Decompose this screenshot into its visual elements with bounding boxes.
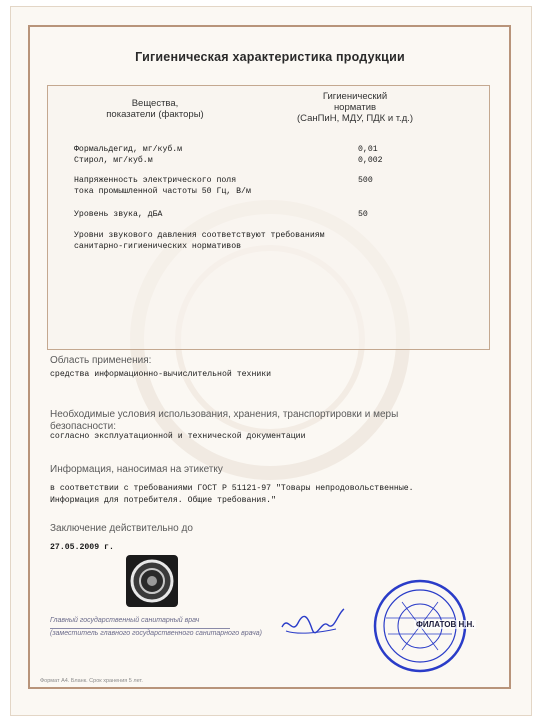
signature-underline: [50, 628, 230, 629]
table-row-value: 50: [358, 210, 368, 219]
label-info-label: Информация, наносимая на этикетку: [50, 464, 223, 475]
table-row-name-cont: тока промышленной частоты 50 Гц, В/м: [74, 187, 251, 196]
expiry-date: 27.05.2009 г.: [50, 543, 114, 552]
conditions-label-line: Необходимые условия использования, хранения, транспортировки и меры: [50, 409, 399, 420]
form-footer: Формат А4. Бланк. Срок хранения 5 лет.: [40, 678, 143, 684]
header-line: показатели (факторы): [106, 109, 204, 120]
header-line: (СанПиН, МДУ, ПДК и т.д.): [296, 113, 414, 124]
table-header-substances: [95, 98, 215, 120]
conditions-label-line: безопасности:: [50, 421, 116, 432]
table-row-name-cont: санитарно-гигиенических нормативов: [74, 242, 242, 251]
label-info-value-cont: Информация для потребителя. Общие требования.": [50, 496, 277, 505]
header-line: Вещества,: [131, 98, 179, 109]
application-value: средства информационно-вычислительной техники: [50, 370, 272, 379]
header-line: норматив: [333, 102, 377, 113]
signer-subtitle: (заместитель главного государственного санитарного врача): [50, 630, 262, 637]
table-row-value: 500: [358, 176, 373, 185]
document-title: Гигиеническая характеристика продукции: [135, 50, 405, 64]
application-label: Область применения:: [50, 355, 152, 366]
signature-scribble: [278, 605, 348, 640]
table-row-name: Напряженность электрического поля: [74, 176, 237, 185]
table-row-name: Стирол, мг/куб.м: [74, 156, 153, 165]
table-row-name: Уровни звукового давления соответствуют требованиям: [74, 231, 325, 240]
table-row-value: 0,002: [358, 156, 383, 165]
header-line: Гигиенический: [322, 91, 388, 102]
conditions-value: согласно эксплуатационной и технической документации: [50, 432, 306, 441]
signer-title: Главный государственный санитарный врач: [50, 617, 200, 624]
table-row-value: 0,01: [358, 145, 378, 154]
table-header-norm: [285, 91, 425, 124]
expiry-label: Заключение действительно до: [50, 523, 193, 534]
table-row-name: Формальдегид, мг/куб.м: [74, 145, 183, 154]
signer-name: ФИЛАТОВ Н.Н.: [416, 620, 475, 629]
label-info-value: в соответствии с требованиями ГОСТ Р 51121-97 "Товары непродовольственные.: [50, 484, 414, 493]
conditions-label: [50, 409, 490, 433]
table-row-name: Уровень звука, дБА: [74, 210, 163, 219]
hologram-seal: [126, 555, 178, 607]
